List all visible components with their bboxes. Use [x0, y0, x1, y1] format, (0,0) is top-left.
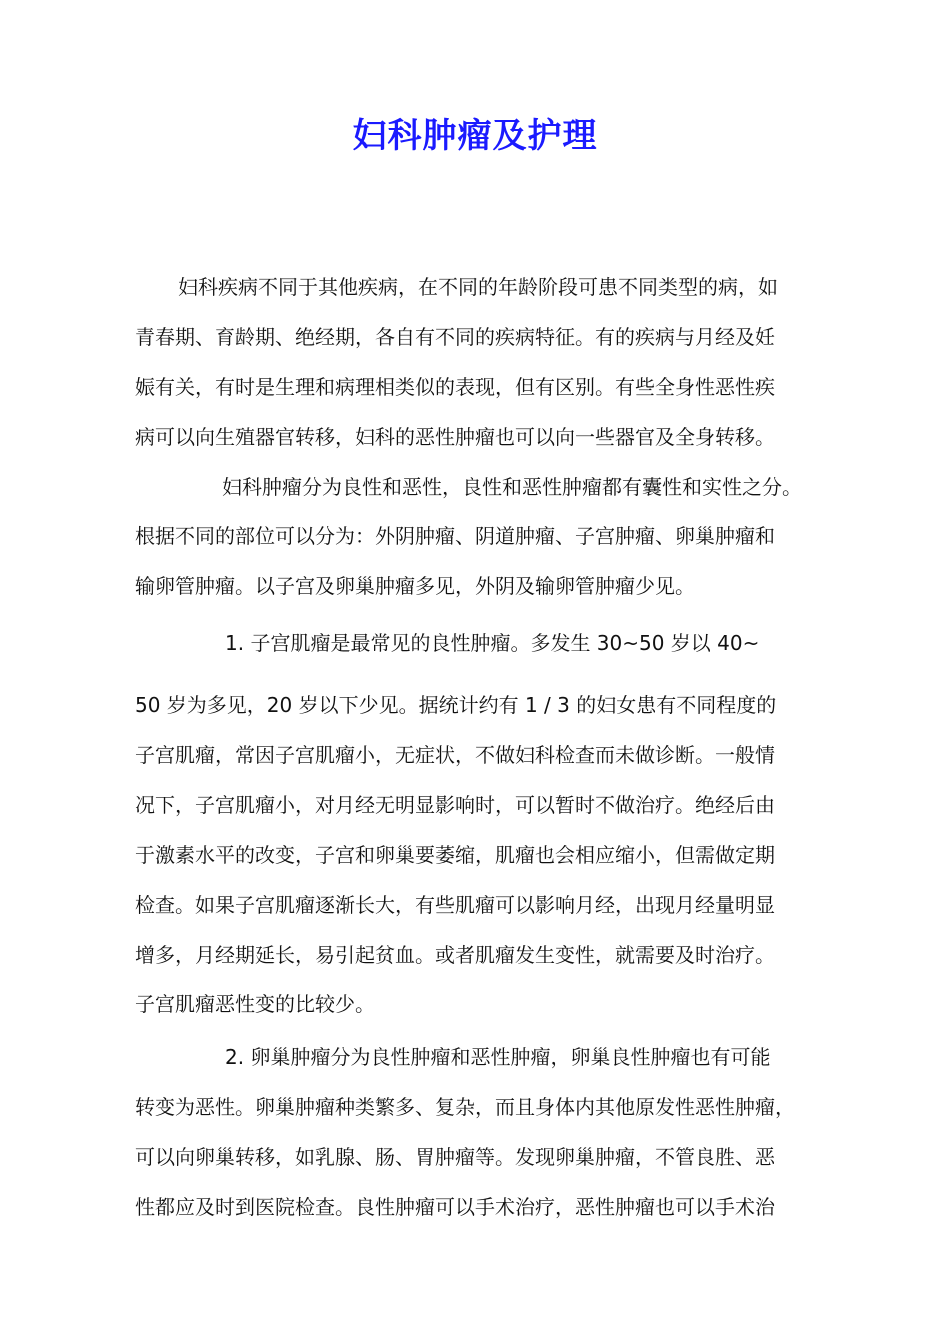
paragraph-line: 转变为恶性。卵巢肿瘤种类繁多、复杂，而且身体内其他原发性恶性肿瘤， — [135, 1095, 795, 1119]
paragraph-line: 2. 卵巢肿瘤分为良性肿瘤和恶性肿瘤，卵巢良性肿瘤也有可能 — [225, 1045, 771, 1069]
paragraph-line: 娠有关，有时是生理和病理相类似的表现，但有区别。有些全身性恶性疾 — [135, 375, 775, 399]
paragraph-line: 子宫肌瘤，常因子宫肌瘤小，无症状，不做妇科检查而未做诊断。一般情 — [135, 743, 775, 767]
paragraph-line: 妇科肿瘤分为良性和恶性，良性和恶性肿瘤都有囊性和实性之分。 — [222, 475, 802, 499]
paragraph-line: 性都应及时到医院检查。良性肿瘤可以手术治疗，恶性肿瘤也可以手术治 — [135, 1195, 775, 1219]
paragraph-line: 50 岁为多见，20 岁以下少见。据统计约有 1 / 3 的妇女患有不同程度的 — [135, 693, 777, 717]
paragraph-line: 青春期、育龄期、绝经期，各自有不同的疾病特征。有的疾病与月经及妊 — [135, 325, 775, 349]
paragraph-line: 妇科疾病不同于其他疾病，在不同的年龄阶段可患不同类型的病，如 — [178, 275, 778, 299]
paragraph-line: 输卵管肿瘤。以子宫及卵巢肿瘤多见，外阴及输卵管肿瘤少见。 — [135, 574, 695, 598]
paragraph-line: 于激素水平的改变，子宫和卵巢要萎缩，肌瘤也会相应缩小，但需做定期 — [135, 843, 775, 867]
paragraph-line: 检查。如果子宫肌瘤逐渐长大，有些肌瘤可以影响月经，出现月经量明显 — [135, 893, 775, 917]
paragraph-line: 可以向卵巢转移，如乳腺、肠、胃肿瘤等。发现卵巢肿瘤，不管良胜、恶 — [135, 1145, 775, 1169]
paragraph-line: 况下，子宫肌瘤小，对月经无明显影响时，可以暂时不做治疗。绝经后由 — [135, 793, 775, 817]
paragraph-line: 病可以向生殖器官转移，妇科的恶性肿瘤也可以向一些器官及全身转移。 — [135, 425, 775, 449]
paragraph-line: 增多，月经期延长，易引起贫血。或者肌瘤发生变性，就需要及时治疗。 — [135, 943, 775, 967]
paragraph-line: 根据不同的部位可以分为：外阴肿瘤、阴道肿瘤、子宫肿瘤、卵巢肿瘤和 — [135, 524, 775, 548]
paragraph-line: 子宫肌瘤恶性变的比较少。 — [135, 992, 375, 1016]
document-title: 妇科肿瘤及护理 — [352, 116, 598, 156]
paragraph-line: 1. 子宫肌瘤是最常见的良性肿瘤。多发生 30~50 岁以 40~ — [225, 631, 760, 655]
